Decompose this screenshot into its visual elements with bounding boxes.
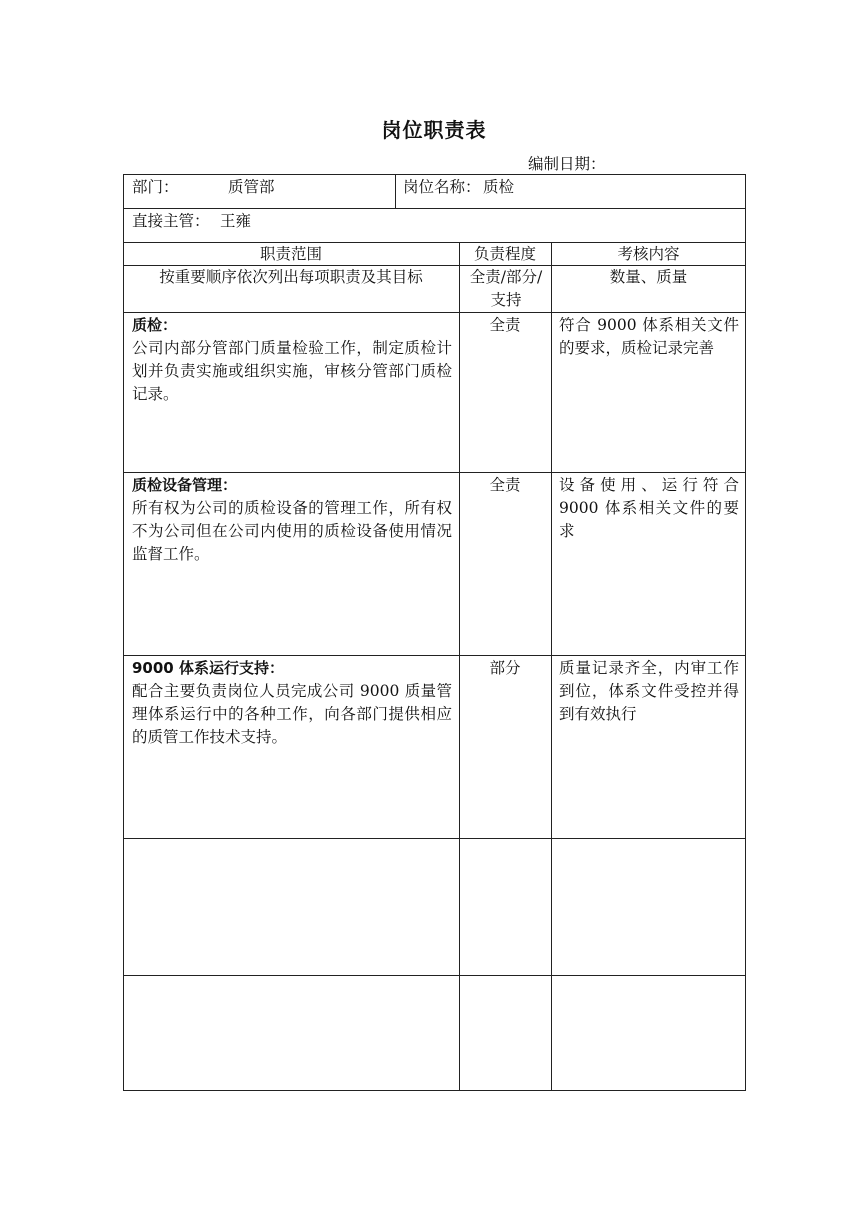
duty-title: 质检： <box>132 316 178 334</box>
header-scope: 职责范围 <box>259 245 322 263</box>
supervisor-value: 王雍 <box>220 212 252 230</box>
position-label: 岗位名称： <box>403 178 481 196</box>
supervisor-label: 直接主管： <box>132 212 210 230</box>
duty-title: 9000 体系运行支持： <box>132 659 284 677</box>
department-value: 质管部 <box>228 178 275 196</box>
row-divider <box>123 312 746 313</box>
duty-degree: 全责 <box>489 476 521 494</box>
duty-description: 公司内部分管部门质量检验工作，制定质检计划并负责实施或组织实施，审核分管部门质检记录。 <box>132 339 452 403</box>
subheader-scope: 按重要顺序依次列出每项职责及其目标 <box>159 268 423 286</box>
row-divider <box>123 472 746 473</box>
header-degree: 负责程度 <box>473 245 536 263</box>
duty-degree: 全责 <box>489 316 521 334</box>
col-divider <box>395 174 396 208</box>
duty-assessment: 质量记录齐全，内审工作到位，体系文件受控并得到有效执行 <box>559 659 739 723</box>
date-label: 编制日期： <box>528 155 606 173</box>
subheader-degree: 全责/部分/支持 <box>469 268 543 309</box>
department-label: 部门： <box>132 178 179 196</box>
duty-degree: 部分 <box>489 659 521 677</box>
col-divider <box>551 242 552 1091</box>
page-title: 岗位职责表 <box>381 118 487 142</box>
subheader-assessment: 数量、质量 <box>609 268 688 286</box>
duty-title: 质检设备管理： <box>132 476 238 494</box>
row-divider <box>123 208 746 209</box>
row-divider <box>123 838 746 839</box>
row-divider <box>123 655 746 656</box>
position-value: 质检 <box>483 178 515 196</box>
header-assessment: 考核内容 <box>617 245 680 263</box>
duty-description: 所有权为公司的质检设备的管理工作，所有权不为公司但在公司内使用的质检设备使用情况监督工作。 <box>132 499 452 563</box>
duty-description: 配合主要负责岗位人员完成公司 9000 质量管理体系运行中的各种工作，向各部门提供相应的质管工作技术支持。 <box>132 682 452 746</box>
duty-assessment: 设备使用、运行符合 9000 体系相关文件的要求 <box>559 476 739 540</box>
duty-assessment: 符合 9000 体系相关文件的要求，质检记录完善 <box>559 316 739 357</box>
row-divider <box>123 975 746 976</box>
